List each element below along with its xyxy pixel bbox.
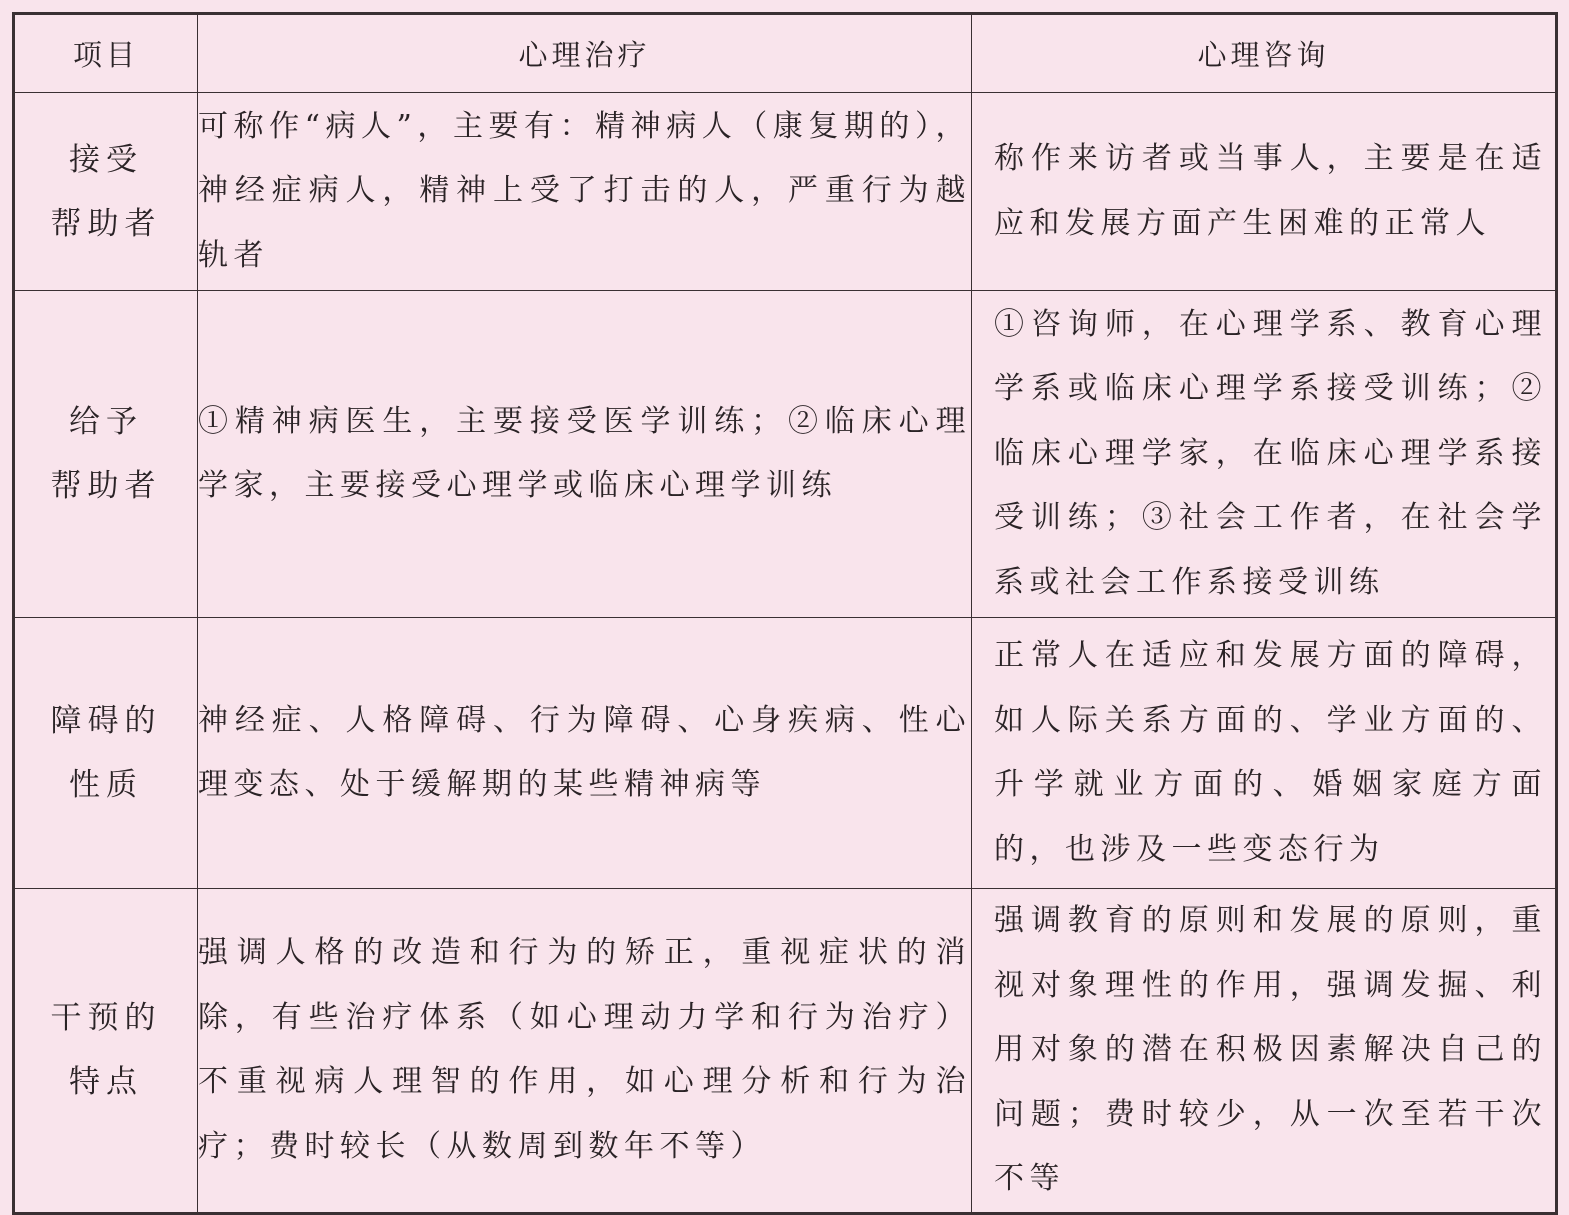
row-label [14, 889, 198, 1214]
table-row [14, 291, 1557, 618]
header-item: 项目 [14, 14, 198, 93]
row-label-line: 干预的 [50, 1000, 162, 1037]
comparison-table [12, 12, 1558, 1215]
row-label-line: 障碍的 [50, 703, 162, 739]
table-row [14, 889, 1557, 1214]
counseling-cell: 称作来访者或当事人，主要是在适应和发展方面产生困难的正常人 [972, 93, 1557, 291]
therapy-cell: 神经症、人格障碍、行为障碍、心身疾病、性心理变态、处于缓解期的某些精神病等 [198, 618, 972, 889]
therapy-cell: ①精神病医生，主要接受医学训练；②临床心理学家，主要接受心理学或临床心理学训练 [198, 291, 972, 618]
header-counseling: 心理咨询 [972, 14, 1557, 93]
row-label [14, 618, 198, 889]
header-row [14, 14, 1557, 93]
row-label-line: 接受 [69, 141, 143, 178]
header-therapy: 心理治疗 [198, 14, 972, 93]
row-label-line: 帮助者 [50, 205, 162, 242]
therapy-cell: 可称作“病人”，主要有：精神病人（康复期的），神经症病人，精神上受了打击的人，严重行为越轨者 [198, 93, 972, 291]
row-label-line: 帮助者 [50, 468, 162, 504]
counseling-cell: ①咨询师，在心理学系、教育心理学系或临床心理学系接受训练；②临床心理学家，在临床心理学系接受训练；③社会工作者，在社会学系或社会工作系接受训练 [972, 291, 1557, 618]
row-label-line: 给予 [69, 404, 143, 440]
counseling-cell: 正常人在适应和发展方面的障碍，如人际关系方面的、学业方面的、升学就业方面的、婚姻家庭方面的，也涉及一些变态行为 [972, 618, 1557, 889]
row-label [14, 291, 198, 618]
row-label [14, 93, 198, 291]
table-row [14, 93, 1557, 291]
table-row [14, 618, 1557, 889]
therapy-cell: 强调人格的改造和行为的矫正，重视症状的消除，有些治疗体系（如心理动力学和行为治疗）不重视病人理智的作用，如心理分析和行为治疗；费时较长（从数周到数年不等） [198, 889, 972, 1214]
row-label-line: 性质 [69, 767, 143, 803]
counseling-cell: 强调教育的原则和发展的原则，重视对象理性的作用，强调发掘、利用对象的潜在积极因素解决自己的问题；费时较少，从一次至若干次不等 [972, 889, 1557, 1214]
row-label-line: 特点 [69, 1064, 143, 1101]
